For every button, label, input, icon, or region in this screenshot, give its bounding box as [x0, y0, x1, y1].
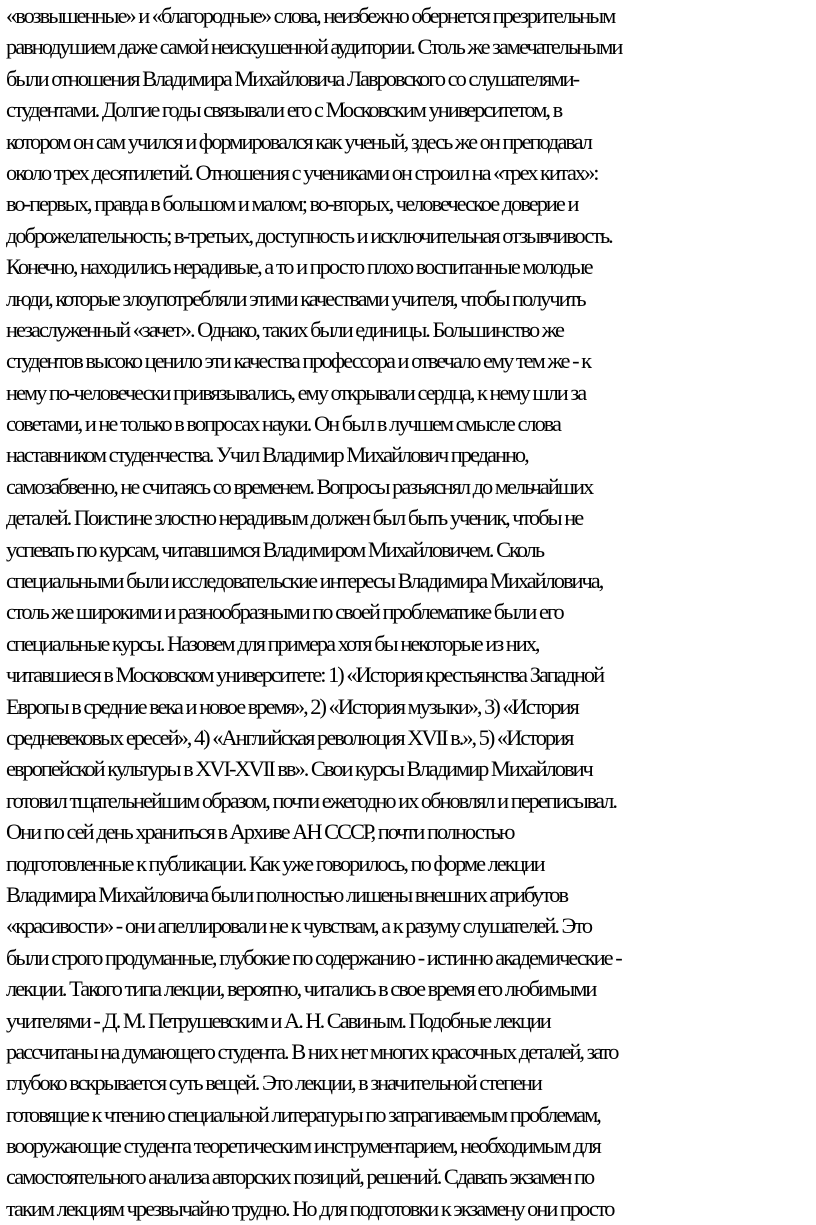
- text-line: Конечно, находились нерадивые, а то и просто плохо воспитанные молодые: [6, 254, 592, 280]
- text-line: европейской культуры в XVI-XVII вв». Свои курсы Владимир Михайлович: [6, 756, 592, 782]
- text-line: Европы в средние века и новое время», 2) «История музыки», 3) «История: [6, 693, 578, 719]
- text-line: вооружающие студента теоретическим инструментарием, необходимым для: [6, 1133, 600, 1159]
- text-line: нему по-человечески привязывались, ему открывали сердца, к нему шли за: [6, 379, 586, 405]
- text-line: Владимира Михайловича были полностью лишены внешних атрибутов: [6, 881, 568, 907]
- text-line: наставником студенчества. Учил Владимир Михайлович преданно,: [6, 442, 528, 468]
- text-line: студентов высоко ценило эти качества профессора и отвечало ему тем же - к: [6, 348, 591, 374]
- text-line: «красивости» - они апеллировали не к чувствам, а к разуму слушателей. Это: [6, 913, 592, 939]
- text-line: Они по сей день храниться в Архиве АН СССР, почти полностью: [6, 819, 514, 845]
- text-line: читавшиеся в Московском университете: 1) «История крестьянства Западной: [6, 662, 604, 688]
- text-line: специальные курсы. Назовем для примера хотя бы некоторые из них,: [6, 630, 539, 656]
- text-line: готовил тщательнейшим образом, почти ежегодно их обновлял и переписывал.: [6, 787, 616, 813]
- text-line: столь же широкими и разнообразными по своей проблематике были его: [6, 599, 563, 625]
- text-line: люди, которые злоупотребляли этими качествами учителя, чтобы получить: [6, 285, 585, 311]
- text-line: глубоко вскрывается суть вещей. Это лекции, в значительной степени: [6, 1070, 541, 1096]
- text-line: лекции. Такого типа лекции, вероятно, читались в свое время его любимыми: [6, 976, 596, 1002]
- text-line: средневековых ересей», 4) «Английская революция XVII в.», 5) «История: [6, 724, 573, 750]
- text-line: таким лекциям чрезвычайно трудно. Но для подготовки к экзамену они просто: [6, 1195, 614, 1221]
- text-line: «возвышенные» и «благородные» слова, неизбежно обернется презрительным: [6, 3, 615, 28]
- text-line: равнодушием даже самой неискушенной аудитории. Столь же замечательными: [6, 34, 622, 60]
- text-line: студентами. Долгие годы связывали его с Московским университетом, в: [6, 97, 562, 123]
- text-line: были строго продуманные, глубокие по содержанию - истинно академические -: [6, 944, 621, 970]
- text-line: около трех десятилетий. Отношения с учениками он строил на «трех китах»:: [6, 159, 598, 185]
- text-line: специальными были исследовательские интересы Владимира Михайловича,: [6, 568, 603, 594]
- text-line: готовящие к чтению специальной литературы по затрагиваемым проблемам,: [6, 1101, 600, 1127]
- body-text: [6, 0, 816, 1224]
- text-line: котором он сам учился и формировался как ученый, здесь же он преподавал: [6, 128, 591, 154]
- text-line: незаслуженный «зачет». Однако, таких были единицы. Большинство же: [6, 316, 563, 342]
- text-line: были отношения Владимира Михайловича Лавровского со слушателями-: [6, 65, 579, 91]
- text-line: доброжелательность; в-третьих, доступность и исключительная отзывчивость.: [6, 222, 612, 248]
- text-line: самозабвенно, не считаясь со временем. Вопросы разъяснял до мельчайших: [6, 473, 593, 499]
- text-line: учителями - Д. М. Петрушевским и А. Н. Савиным. Подобные лекции: [6, 1007, 550, 1033]
- text-line: деталей. Поистине злостно нерадивым должен был быть ученик, чтобы не: [6, 505, 583, 531]
- text-line: рассчитаны на думающего студента. В них нет многих красочных деталей, зато: [6, 1038, 618, 1064]
- text-line: успевать по курсам, читавшимся Владимиром Михайловичем. Сколь: [6, 536, 544, 562]
- text-line: во-первых, правда в большом и малом; во-вторых, человеческое доверие и: [6, 191, 578, 217]
- text-line: подготовленные к публикации. Как уже говорилось, по форме лекции: [6, 850, 544, 876]
- text-line: самостоятельного анализа авторских позиций, решений. Сдавать экзамен по: [6, 1164, 594, 1190]
- text-line: советами, и не только в вопросах науки. Он был в лучшем смысле слова: [6, 411, 560, 437]
